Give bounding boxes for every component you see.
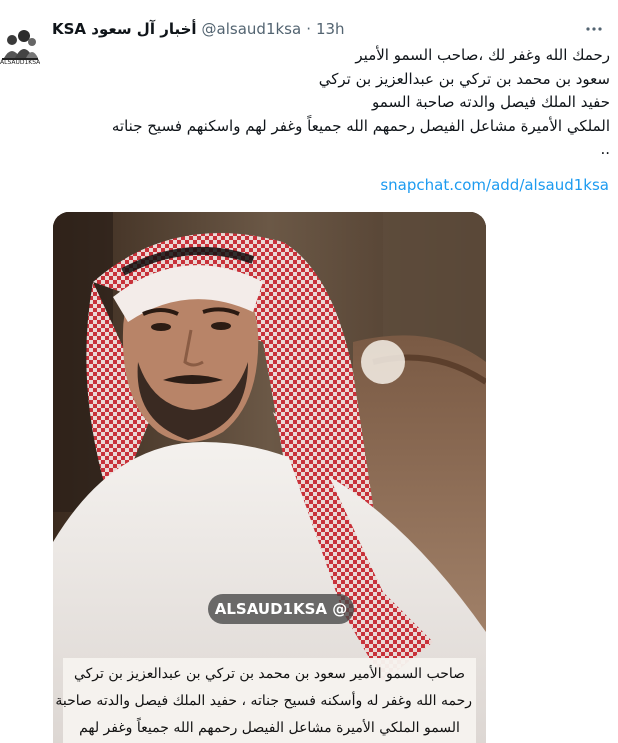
avatar-text: ALSAUD1KSA [0, 59, 40, 66]
more-icon[interactable] [584, 19, 604, 39]
display-name[interactable]: أخبار آل سعود KSA [52, 20, 197, 38]
tweet-header [52, 18, 345, 40]
user-handle[interactable]: @alsaud1ksa [201, 20, 302, 38]
caption-line: رحمه الله وغفر له وأسكنه فسيح جناته ، حفيد الملك فيصل والدته صاحبة [55, 693, 472, 709]
tweet-text-line: .. [600, 140, 610, 158]
image-caption [55, 658, 476, 743]
tweet-text [46, 44, 610, 162]
avatar[interactable] [0, 14, 40, 70]
tweet-text-line: الملكي الأميرة مشاعل الفيصل رحمهم الله جميعاً وغفر لهم واسكنهم فسيح جناته [111, 116, 610, 135]
timestamp[interactable]: 13h [315, 20, 345, 38]
snapchat-link[interactable]: snapchat.com/add/alsaud1ksa [380, 176, 609, 194]
tweet-text-line: حفيد الملك فيصل والدته صاحبة السمو [372, 93, 610, 111]
caption-line: صاحب السمو الأمير سعود بن محمد بن تركي بن عبدالعزيز بن تركي [73, 666, 466, 682]
tweet-media-image[interactable] [53, 212, 486, 743]
tweet-text-line: سعود بن محمد بن تركي بن عبدالعزيز بن تركي [318, 69, 610, 88]
caption-line: السمو الملكي الأميرة مشاعل الفيصل رحمهم الله جميعاً وغفر لهم [79, 720, 460, 736]
watermark-badge: ALSAUD1KSA @ [208, 594, 354, 624]
tweet-text-line: رحمك الله وغفر لك ،صاحب السمو الأمير [355, 46, 610, 64]
more-horizontal-icon [585, 20, 603, 38]
separator-dot: · [306, 20, 311, 38]
